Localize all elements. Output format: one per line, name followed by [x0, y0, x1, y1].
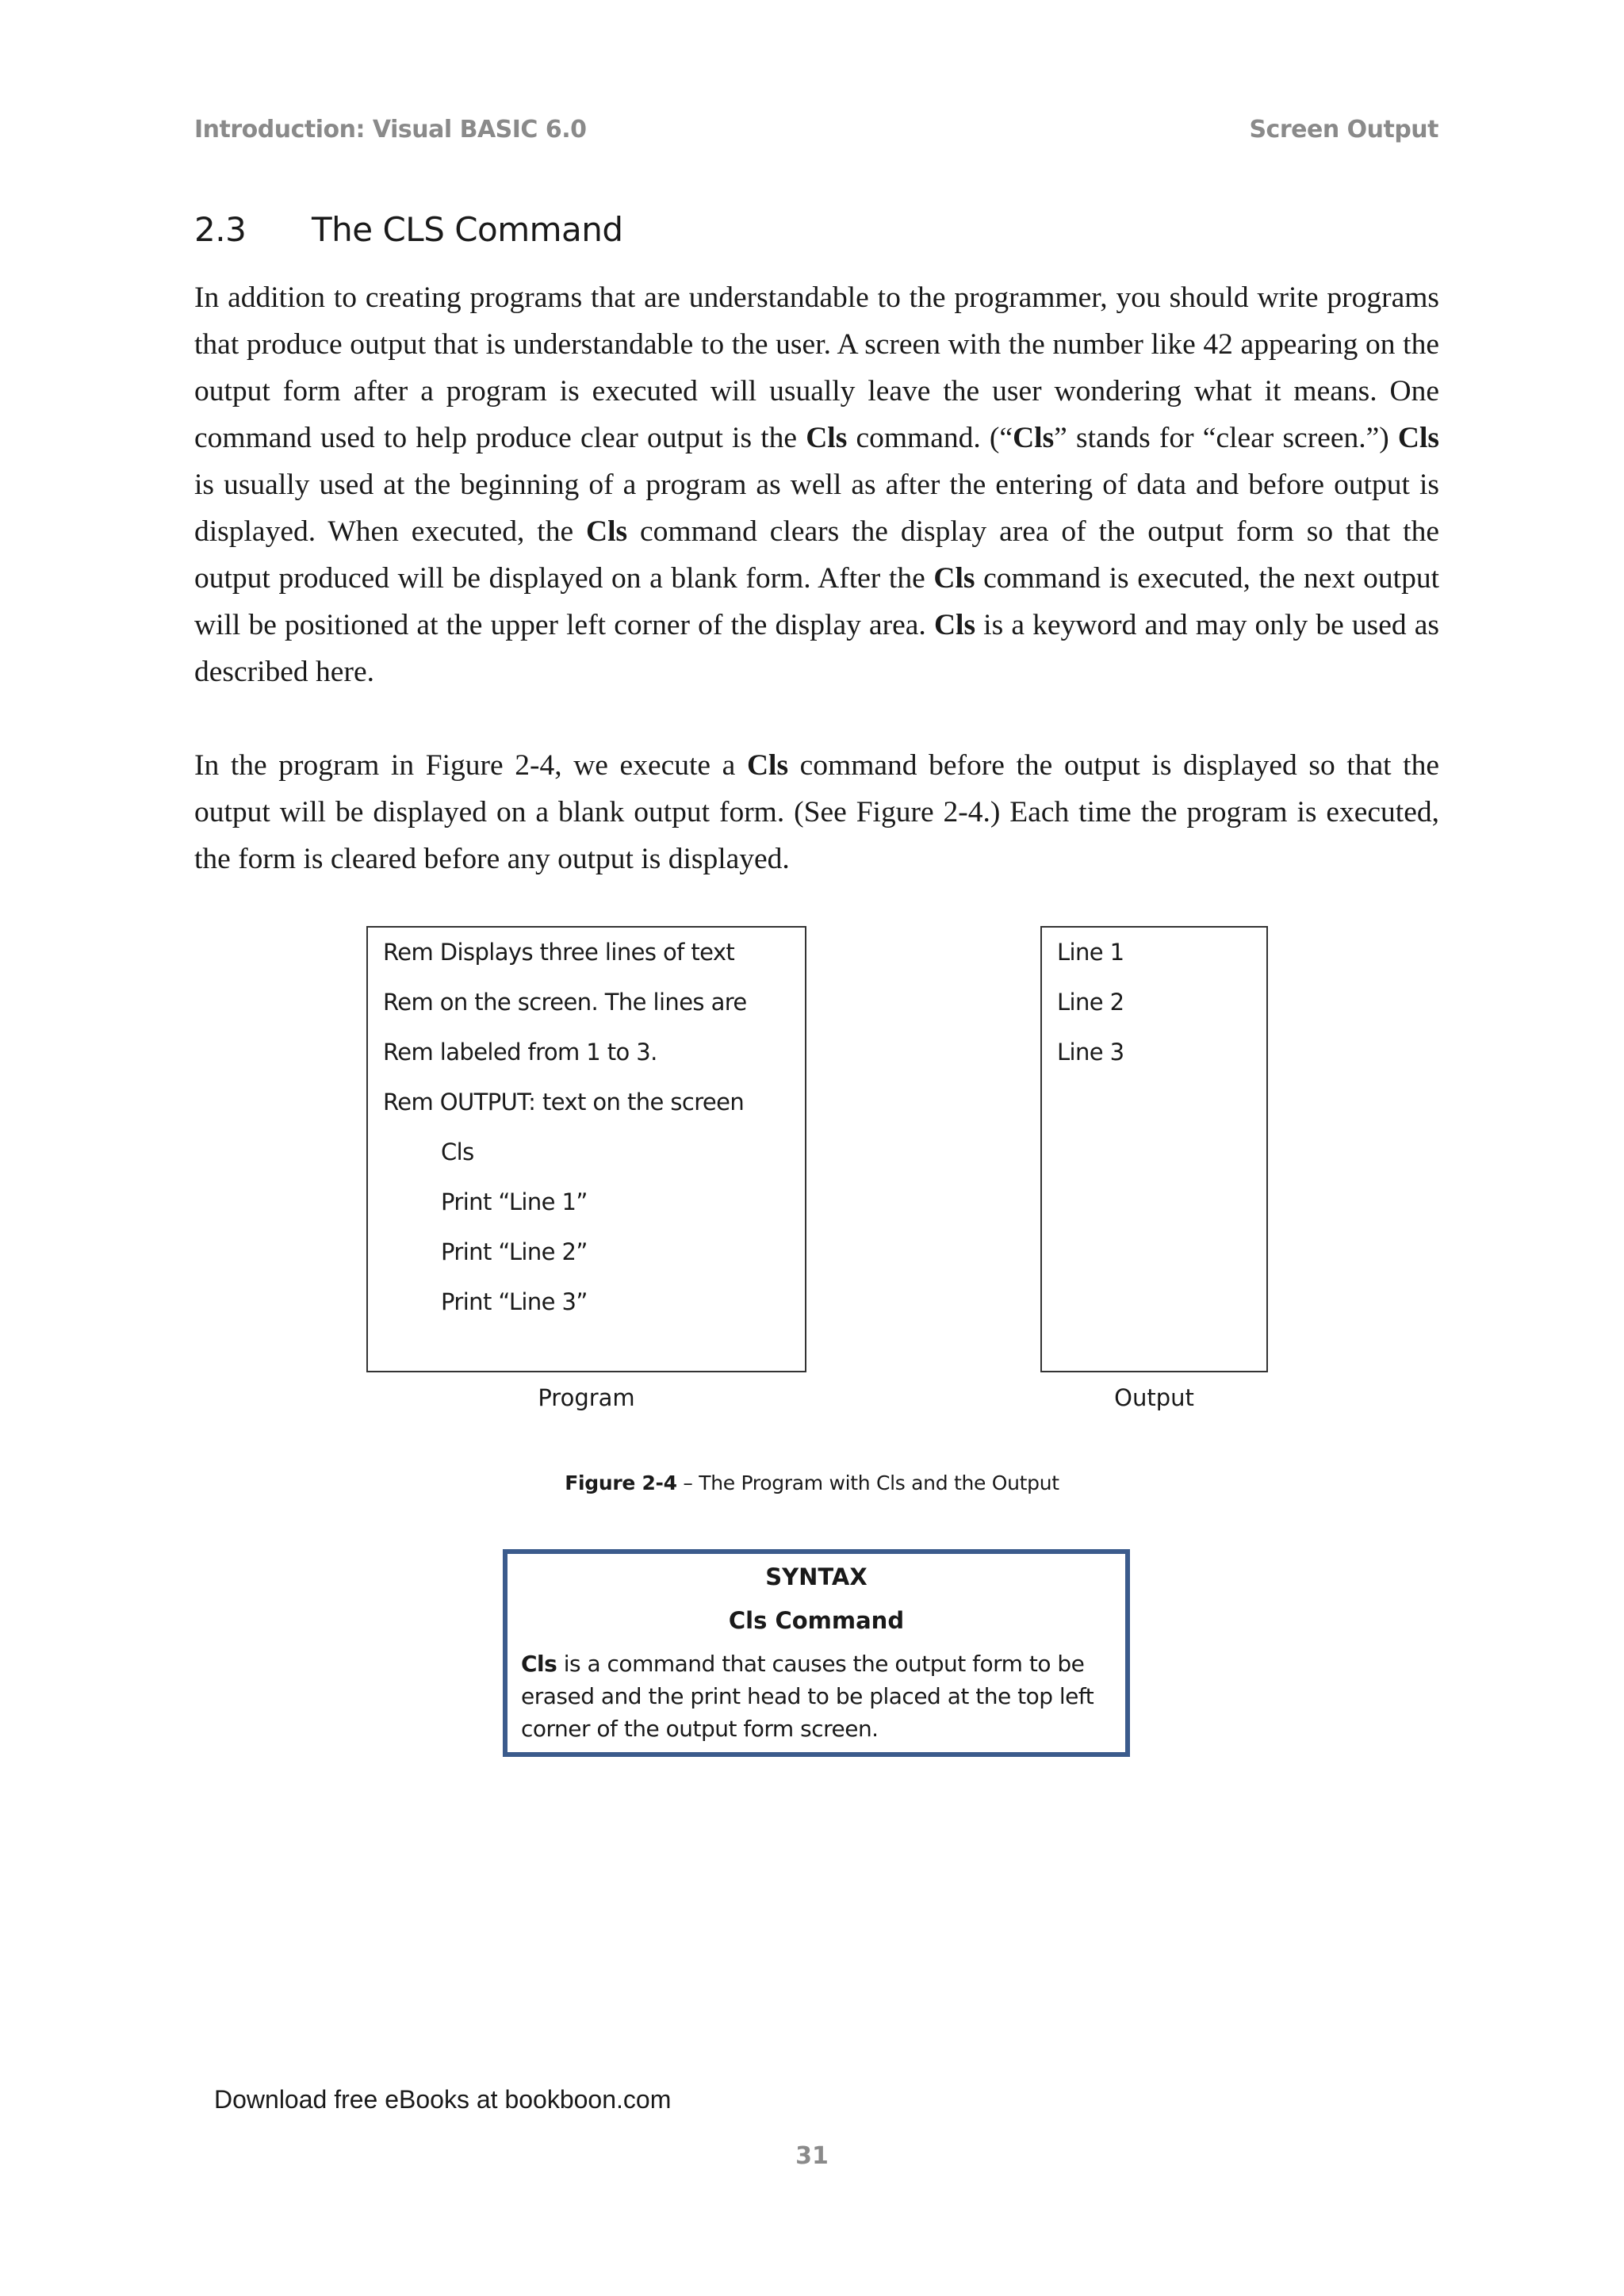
paragraph-text: In addition to creating programs that are understandable to the programmer, you should write programs that produce output that is understandable to the user. A screen with the number like 42 appearing on the output form after a program is executed will usually leave the user wondering what it means. One command used to help produce clear output is the [194, 281, 1439, 454]
keyword-cls: Cls [586, 515, 628, 548]
section-title: The CLS Command [312, 210, 623, 249]
keyword-cls: Cls [806, 422, 848, 454]
program-line: Print “Line 3” [441, 1288, 588, 1315]
page-number: 31 [795, 2142, 829, 2170]
syntax-keyword: Cls [521, 1651, 557, 1677]
syntax-box [503, 1549, 1130, 1757]
keyword-cls: Cls [933, 609, 976, 641]
paragraph-text: ” stands for “clear screen.”) [1054, 422, 1398, 454]
figure-caption [0, 1471, 1624, 1494]
paragraph-text: command is executed, the next output will be positioned at the upper left corner of the display area. [194, 562, 1439, 641]
syntax-title: SYNTAX [765, 1563, 868, 1590]
keyword-cls: Cls [1013, 422, 1055, 454]
section-number: 2.3 [194, 210, 247, 249]
section-heading [194, 210, 623, 249]
syntax-subtitle: Cls Command [728, 1607, 905, 1634]
paragraph-text: command before the output is displayed so that the output will be displayed on a blank output form. (See Figure 2-4.) Each time the program is executed, the form is cleared before any output is displayed. [194, 749, 1439, 875]
program-line: Cls [441, 1138, 474, 1165]
keyword-cls: Cls [746, 749, 789, 782]
keyword-cls: Cls [933, 562, 975, 595]
paragraph-text: is a keyword and may only be used as described here. [194, 609, 1439, 688]
body-paragraph-1 [194, 274, 1439, 695]
footer-download-link[interactable]: Download free eBooks at bookboon.com [214, 2085, 672, 2114]
body-paragraph-2 [194, 742, 1439, 882]
output-line: Line 1 [1057, 939, 1124, 966]
program-line: Print “Line 2” [441, 1238, 588, 1265]
output-caption: Output [1114, 1384, 1194, 1411]
output-line: Line 2 [1057, 989, 1124, 1016]
output-form-box [1040, 926, 1268, 1372]
figure-caption-text: – The Program with Cls and the Output [676, 1471, 1059, 1494]
running-header-title: Introduction: Visual BASIC 6.0 [194, 116, 587, 144]
output-line: Line 3 [1057, 1039, 1124, 1066]
program-line: Rem on the screen. The lines are [383, 989, 747, 1016]
figure-label: Figure 2-4 [565, 1471, 677, 1494]
syntax-description [521, 1647, 1108, 1745]
program-line: Rem labeled from 1 to 3. [383, 1039, 657, 1066]
syntax-description-text: is a command that causes the output form to be erased and the print head to be placed at the top left corner of the output form screen. [521, 1651, 1094, 1742]
paragraph-text: In the program in Figure 2-4, we execute a [194, 749, 747, 782]
paragraph-text: command clears the display area of the output form so that the output produced will be displayed on a blank form. After the [194, 515, 1439, 595]
program-line: Rem Displays three lines of text [383, 939, 735, 966]
program-caption: Program [538, 1384, 635, 1411]
program-line: Rem OUTPUT: text on the screen [383, 1089, 745, 1115]
program-line: Print “Line 1” [441, 1188, 588, 1215]
running-header-chapter: Screen Output [1249, 116, 1438, 144]
paragraph-text: is usually used at the beginning of a program as well as after the entering of data and before output is displayed. When executed, the [194, 469, 1439, 548]
program-code-box [366, 926, 806, 1372]
paragraph-text: command. (“ [847, 422, 1013, 454]
keyword-cls: Cls [1397, 422, 1440, 454]
